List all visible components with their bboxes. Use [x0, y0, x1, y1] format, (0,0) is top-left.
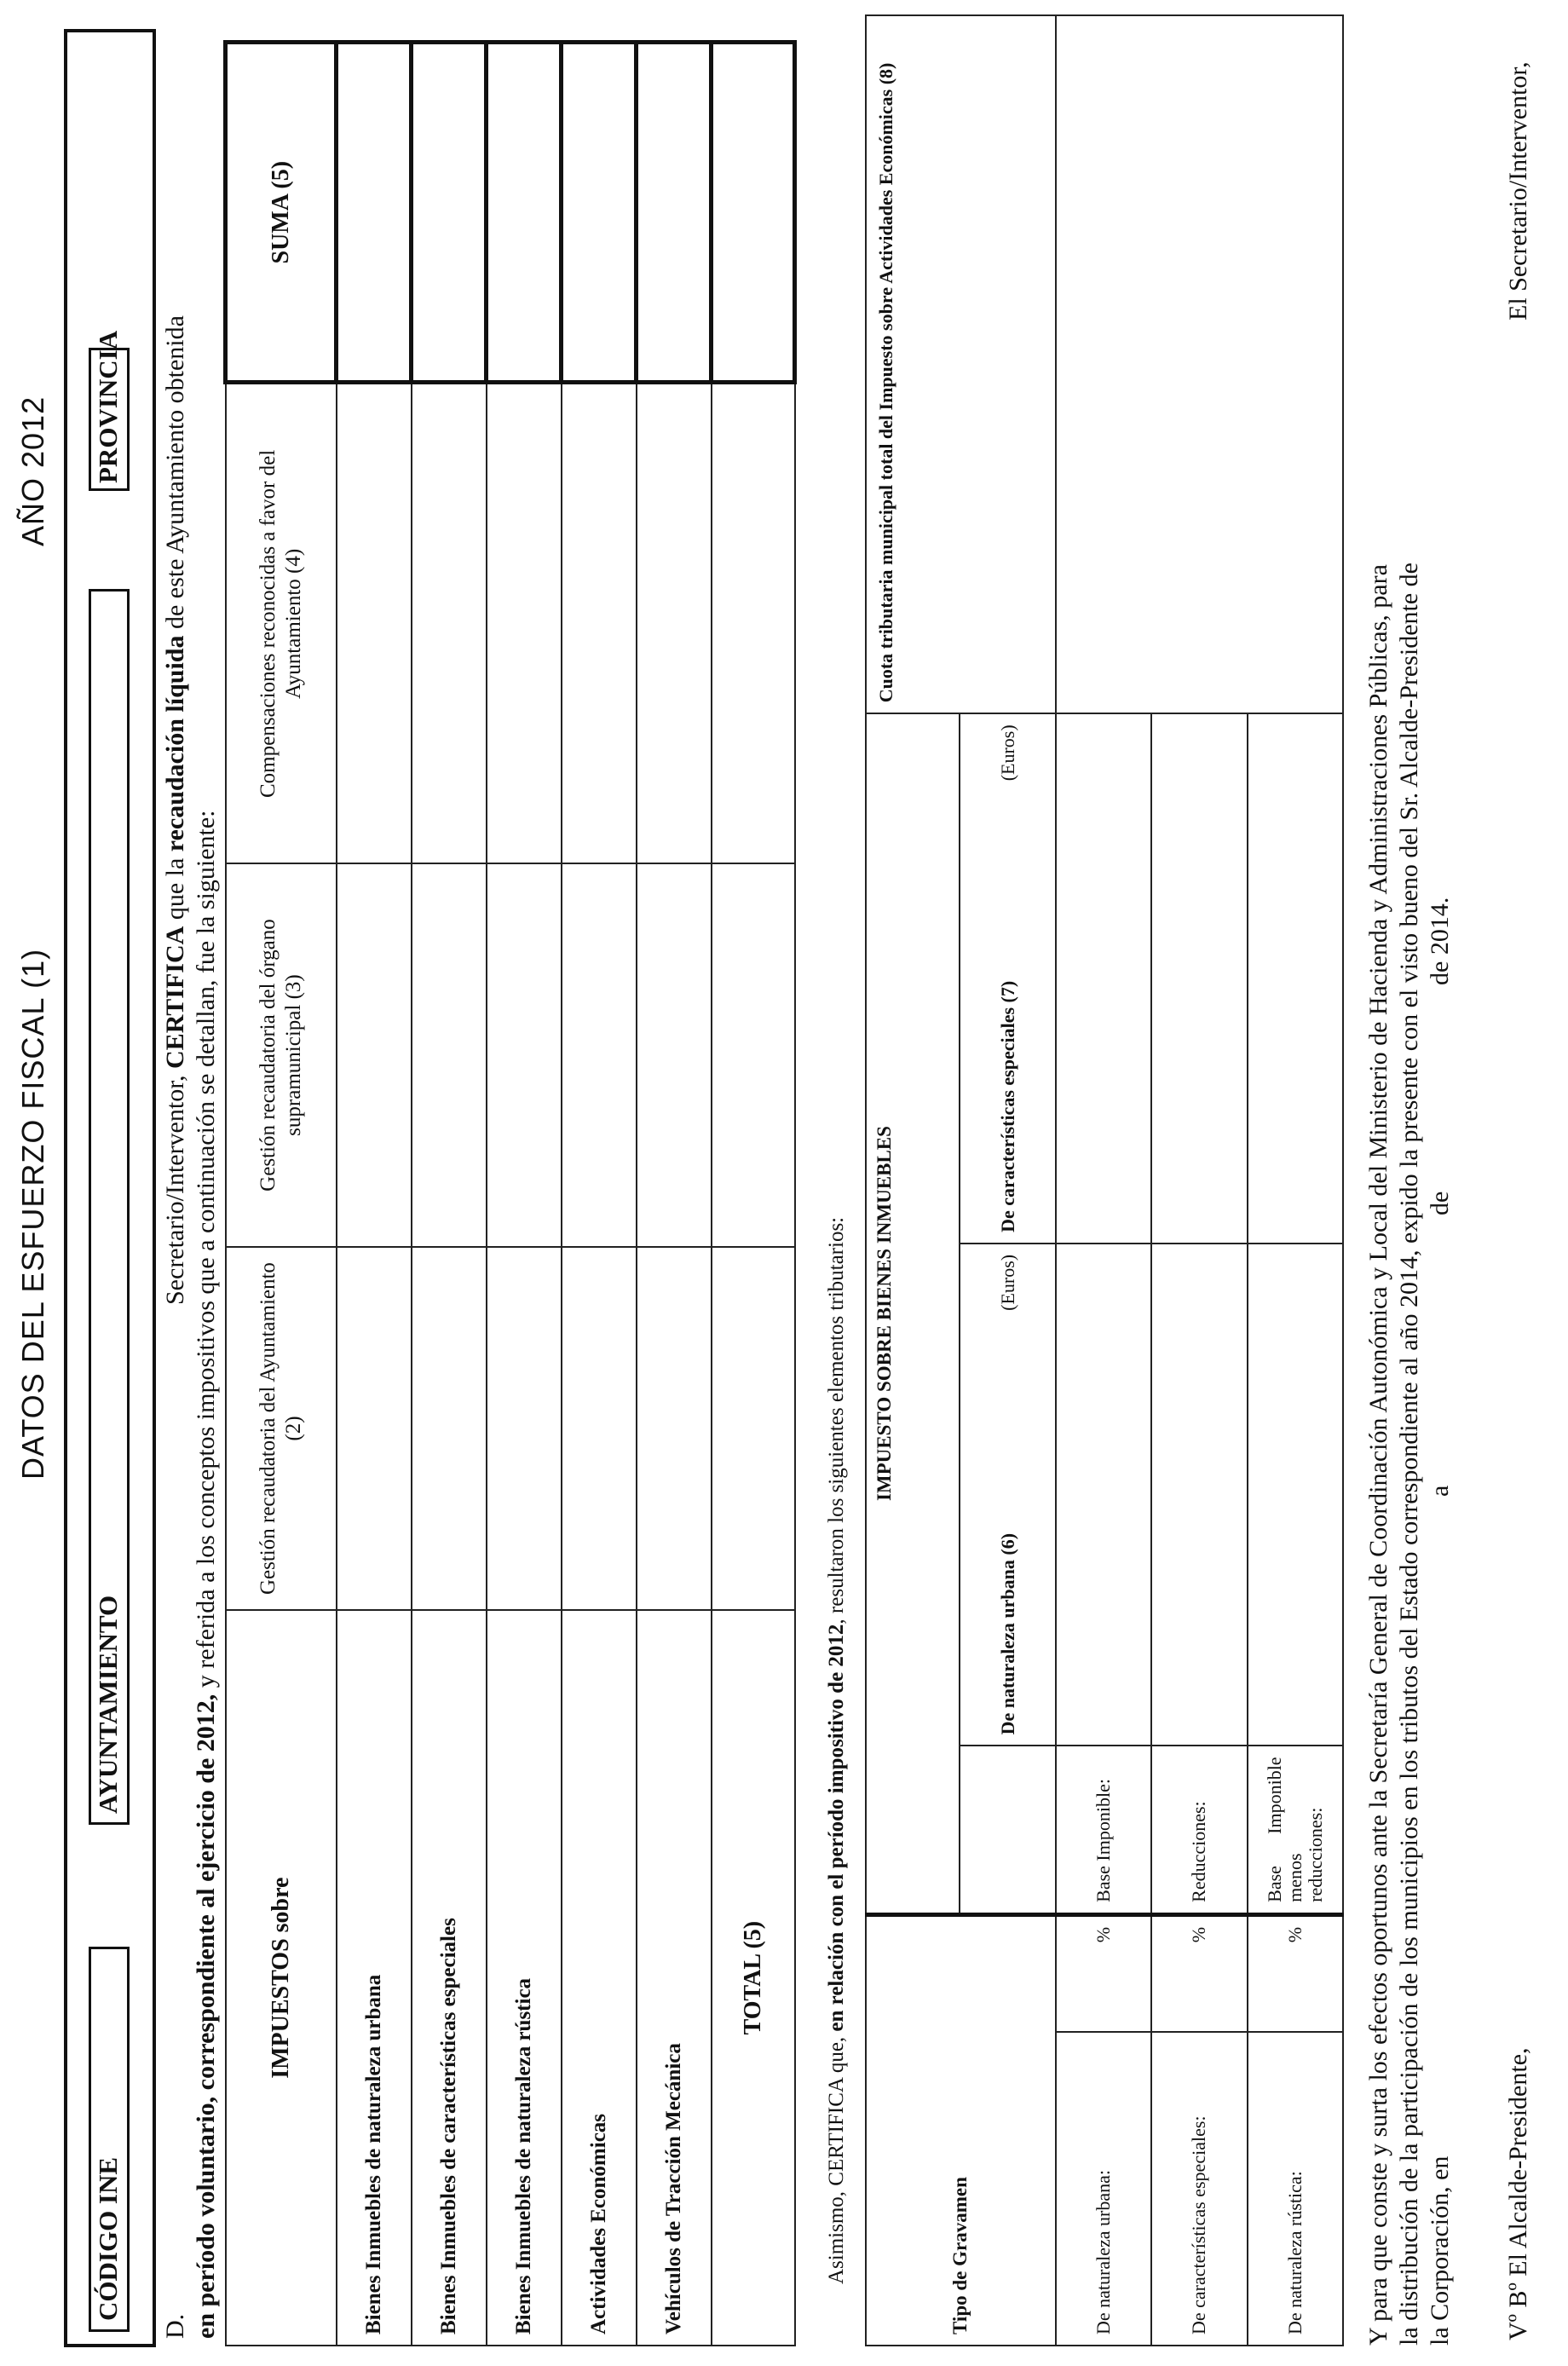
certify-line1-suffix: de este Ayuntamiento obtenida: [161, 315, 189, 636]
table-row: [487, 43, 562, 2346]
codigo-ine-box: [89, 1947, 130, 2332]
certify-line2-bold: en período voluntario, correspondiente al ejercicio de 2012,: [192, 1694, 220, 2339]
cell-ayto-rustica: [487, 1247, 562, 1611]
cell-suma-vehiculos: [637, 43, 712, 384]
table-row: [712, 43, 795, 2346]
cell-comp-especiales: [412, 383, 487, 863]
header-impuestos: IMPUESTOS sobre: [226, 1610, 337, 2346]
asimismo-line: [825, 1217, 849, 2284]
concept-reducciones: Reducciones:: [1151, 1746, 1247, 1914]
certify-line1-mid: que la: [161, 851, 189, 926]
table-row: [412, 43, 487, 2346]
closing-line-3-c: de: [1426, 1191, 1454, 1215]
cell-supra-vehiculos: [637, 863, 712, 1246]
signature-alcalde: Vº Bº El Alcalde-Presidente,: [1504, 2047, 1532, 2340]
cell-comp-total: [712, 383, 795, 863]
cell-supra-urbana: [337, 863, 412, 1246]
cell-urbana-base: [1056, 1244, 1151, 1746]
cell-supra-total: [712, 863, 795, 1246]
closing-line-3-b: a: [1426, 1485, 1454, 1497]
closing-line-1: Y para que conste y surta los efectos oportunos ante la Secretaría General de Coordinación Autonómica y Local del Ministerio de Hacienda y Administraciones Públicas, para: [1364, 564, 1392, 2346]
table-row: [637, 43, 712, 2346]
tipo-especiales: De características especiales:: [1151, 2032, 1247, 2346]
table-row: [1056, 15, 1151, 2346]
euros-label-2: (Euros): [960, 713, 1055, 841]
tipo-urbana: De naturaleza urbana:: [1056, 2032, 1151, 2346]
cell-suma-especiales: [412, 43, 487, 384]
header-suma: SUMA (5): [226, 43, 337, 384]
cell-especiales-base: [1056, 713, 1151, 1244]
certify-line2: [191, 811, 222, 2340]
row-label-rustica: Bienes Inmuebles de naturaleza rústica: [487, 1610, 562, 2346]
cuota-header: Cuota tributaria municipal total del Impuesto sobre Actividades Económicas (8): [866, 15, 1056, 713]
cell-ayto-vehiculos: [637, 1247, 712, 1611]
d-label: D.: [161, 2313, 189, 2339]
total-label: TOTAL (5): [712, 1610, 795, 2346]
row-label-actividades: Actividades Económicas: [562, 1610, 637, 2346]
cell-comp-vehiculos: [637, 383, 712, 863]
cell-comp-rustica: [487, 383, 562, 863]
asimismo-prefix: Asimismo, CERTIFICA que,: [825, 2031, 848, 2284]
provincia-label: PROVINCIA: [93, 330, 123, 483]
header-supramunicipal: Gestión recaudatoria del órgano supramunicipal (3): [226, 863, 337, 1246]
cell-especiales-base-menos: [1248, 713, 1343, 1244]
certify-line1: [160, 315, 191, 1305]
certify-recaudacion: recaudación líquida: [161, 635, 189, 852]
certify-line1-prefix: Secretario/Interventor,: [161, 1068, 189, 1305]
cell-supra-especiales: [412, 863, 487, 1246]
row-label-urbana: Bienes Inmuebles de naturaleza urbana: [337, 1610, 412, 2346]
cell-suma-actividades: [562, 43, 637, 384]
ibi-header: IMPUESTO SOBRE BIENES INMUEBLES: [866, 713, 960, 1914]
concept-base: Base Imponible:: [1056, 1746, 1151, 1914]
cell-urbana-reducciones: [1151, 1244, 1247, 1746]
form-year: AÑO 2012: [15, 395, 50, 546]
table-row: [562, 43, 637, 2346]
pct-rustica: %: [1248, 1914, 1343, 2032]
certify-line2-suffix: y referida a los conceptos impositivos que a continuación se detallan, fue la siguiente:: [192, 810, 220, 1694]
blank-concept-header: [960, 1746, 1055, 1914]
cell-supra-actividades: [562, 863, 637, 1246]
cell-ayto-actividades: [562, 1247, 637, 1611]
table-row: [337, 43, 412, 2346]
pct-urbana: %: [1056, 1914, 1151, 2032]
elementos-tributarios-table: [865, 14, 1344, 2346]
header-ayuntamiento: Gestión recaudatoria del Ayuntamiento (2): [226, 1247, 337, 1611]
closing-line-3-a: la Corporación, en: [1426, 2155, 1454, 2346]
concept-base-menos: Base Imponible menos reducciones:: [1248, 1746, 1343, 1914]
cell-comp-urbana: [337, 383, 412, 863]
closing-line-2: la distribución de la participación de los municipios en los tributos del Estado correspondiente al año 2014, expido la presente con el visto bueno del Sr. Alcalde-Presidente de: [1395, 563, 1423, 2346]
urbana-header: De naturaleza urbana (6): [960, 1371, 1055, 1746]
tipo-rustica: De naturaleza rústica:: [1248, 2032, 1343, 2346]
ayuntamiento-label: AYUNTAMIENTO: [93, 1595, 123, 1814]
cell-supra-rustica: [487, 863, 562, 1246]
cell-suma-urbana: [337, 43, 412, 384]
header-compensaciones: Compensaciones reconocidas a favor del Ayuntamiento (4): [226, 383, 337, 863]
cell-ayto-urbana: [337, 1247, 412, 1611]
closing-line-3-d: de 2014.: [1426, 897, 1454, 985]
ibi-header-row: [866, 15, 960, 2346]
asimismo-bold: en relación con el período impositivo de 2012: [825, 1624, 848, 2032]
recaudacion-header-row: [226, 43, 337, 2346]
codigo-ine-label: CÓDIGO INE: [93, 2156, 123, 2321]
asimismo-suffix: , resultaron los siguientes elementos tributarios:: [825, 1216, 848, 1624]
recaudacion-table: [223, 40, 797, 2346]
especiales-header: De características especiales (7): [960, 841, 1055, 1244]
cell-especiales-reducciones: [1151, 713, 1247, 1244]
cell-ayto-especiales: [412, 1247, 487, 1611]
row-label-especiales: Bienes Inmuebles de características especiales: [412, 1610, 487, 2346]
signature-secretario: El Secretario/Interventor,: [1504, 61, 1532, 320]
pct-especiales: %: [1151, 1914, 1247, 2032]
euros-label-1: (Euros): [960, 1244, 1055, 1371]
cell-ayto-total: [712, 1247, 795, 1611]
row-label-vehiculos: Vehículos de Tracción Mecánica: [637, 1610, 712, 2346]
cell-suma-total: [712, 43, 795, 384]
certify-keyword: CERTIFICA: [161, 926, 189, 1069]
tipo-gravamen-header: Tipo de Gravamen: [866, 1914, 1056, 2346]
cell-cuota: [1056, 15, 1343, 713]
cell-suma-rustica: [487, 43, 562, 384]
cell-urbana-base-menos: [1248, 1244, 1343, 1746]
ayuntamiento-box: [89, 589, 130, 1825]
provincia-box: [89, 330, 130, 491]
form-title: DATOS DEL ESFUERZO FISCAL (1): [15, 948, 50, 1480]
cell-comp-actividades: [562, 383, 637, 863]
